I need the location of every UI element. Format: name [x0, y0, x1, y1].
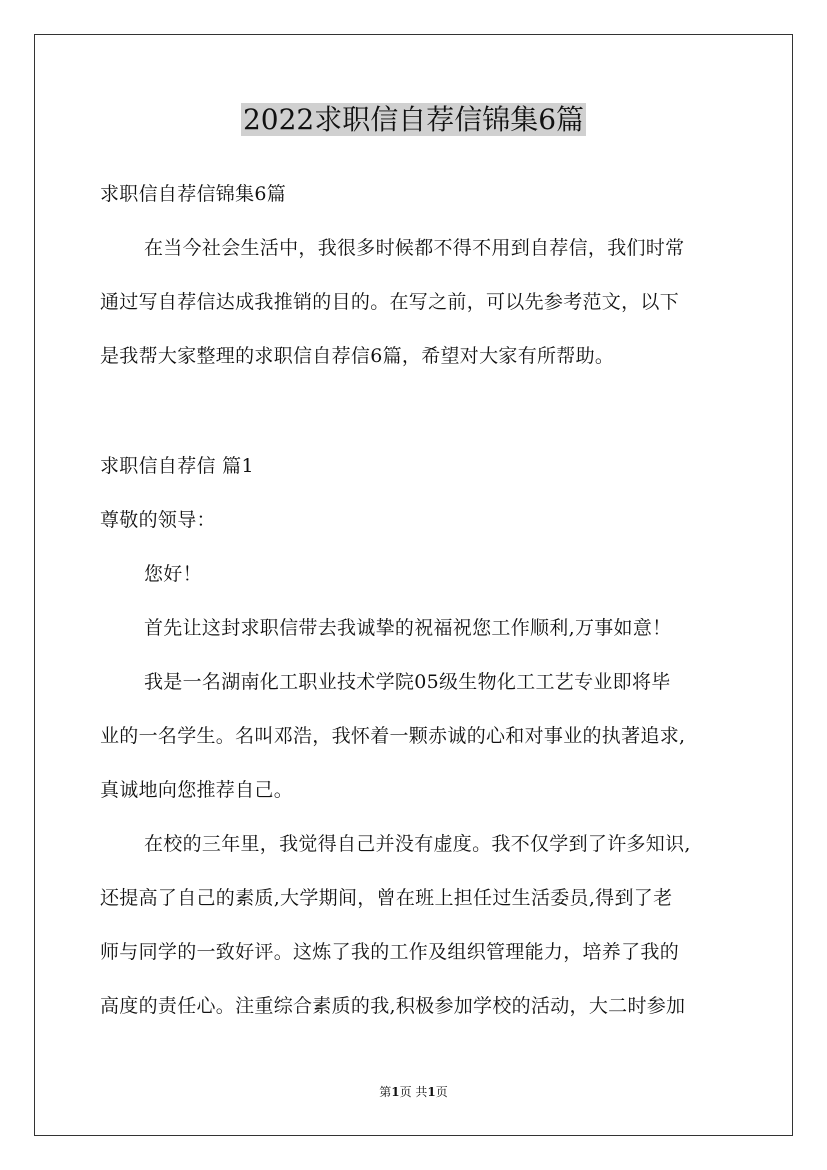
intro-line-1: 在当今社会生活中，我很多时候都不得不用到自荐信，我们时常: [144, 237, 685, 259]
paragraph-3-line-3: 师与同学的一致好评。这炼了我的工作及组织管理能力，培养了我的: [100, 941, 680, 963]
greeting: 您好！: [144, 563, 202, 585]
salutation: 尊敬的领导：: [100, 509, 216, 531]
footer-total-suffix: 页: [435, 1085, 448, 1099]
document-title: [0, 100, 827, 140]
document-title-highlight: 2022求职信自荐信锦集6篇: [242, 103, 585, 136]
footer-page-prefix: 第: [379, 1085, 392, 1099]
footer-total-pages: 1: [427, 1085, 436, 1099]
intro-line-2: 通过写自荐信达成我推销的目的。在写之前，可以先参考范文，以下: [100, 291, 680, 313]
section-heading: 求职信自荐信 篇1: [100, 455, 254, 477]
paragraph-2-line-1: 我是一名湖南化工职业技术学院05级生物化工工艺专业即将毕: [144, 671, 671, 693]
paragraph-3-line-2: 还提高了自己的素质,大学期间，曾在班上担任过生活委员,得到了老: [100, 887, 673, 909]
paragraph-1-line-1: 首先让这封求职信带去我诚挚的祝福祝您工作顺利,万事如意！: [144, 617, 672, 639]
paragraph-3-line-4: 高度的责任心。注重综合素质的我,积极参加学校的活动，大二时参加: [100, 995, 686, 1017]
paragraph-2-line-2: 业的一名学生。名叫邓浩，我怀着一颗赤诚的心和对事业的执著追求,: [100, 725, 686, 747]
paragraph-2-line-3: 真诚地向您推荐自己。: [100, 779, 294, 801]
paragraph-3-line-1: 在校的三年里，我觉得自己并没有虚度。我不仅学到了许多知识,: [144, 833, 691, 855]
footer-page-number: 1: [391, 1085, 400, 1099]
document-subtitle: 求职信自荐信锦集6篇: [100, 183, 287, 205]
page-footer: [0, 1084, 827, 1100]
intro-line-3: 是我帮大家整理的求职信自荐信6篇，希望对大家有所帮助。: [100, 345, 615, 367]
footer-page-suffix: 页 共: [399, 1085, 428, 1099]
